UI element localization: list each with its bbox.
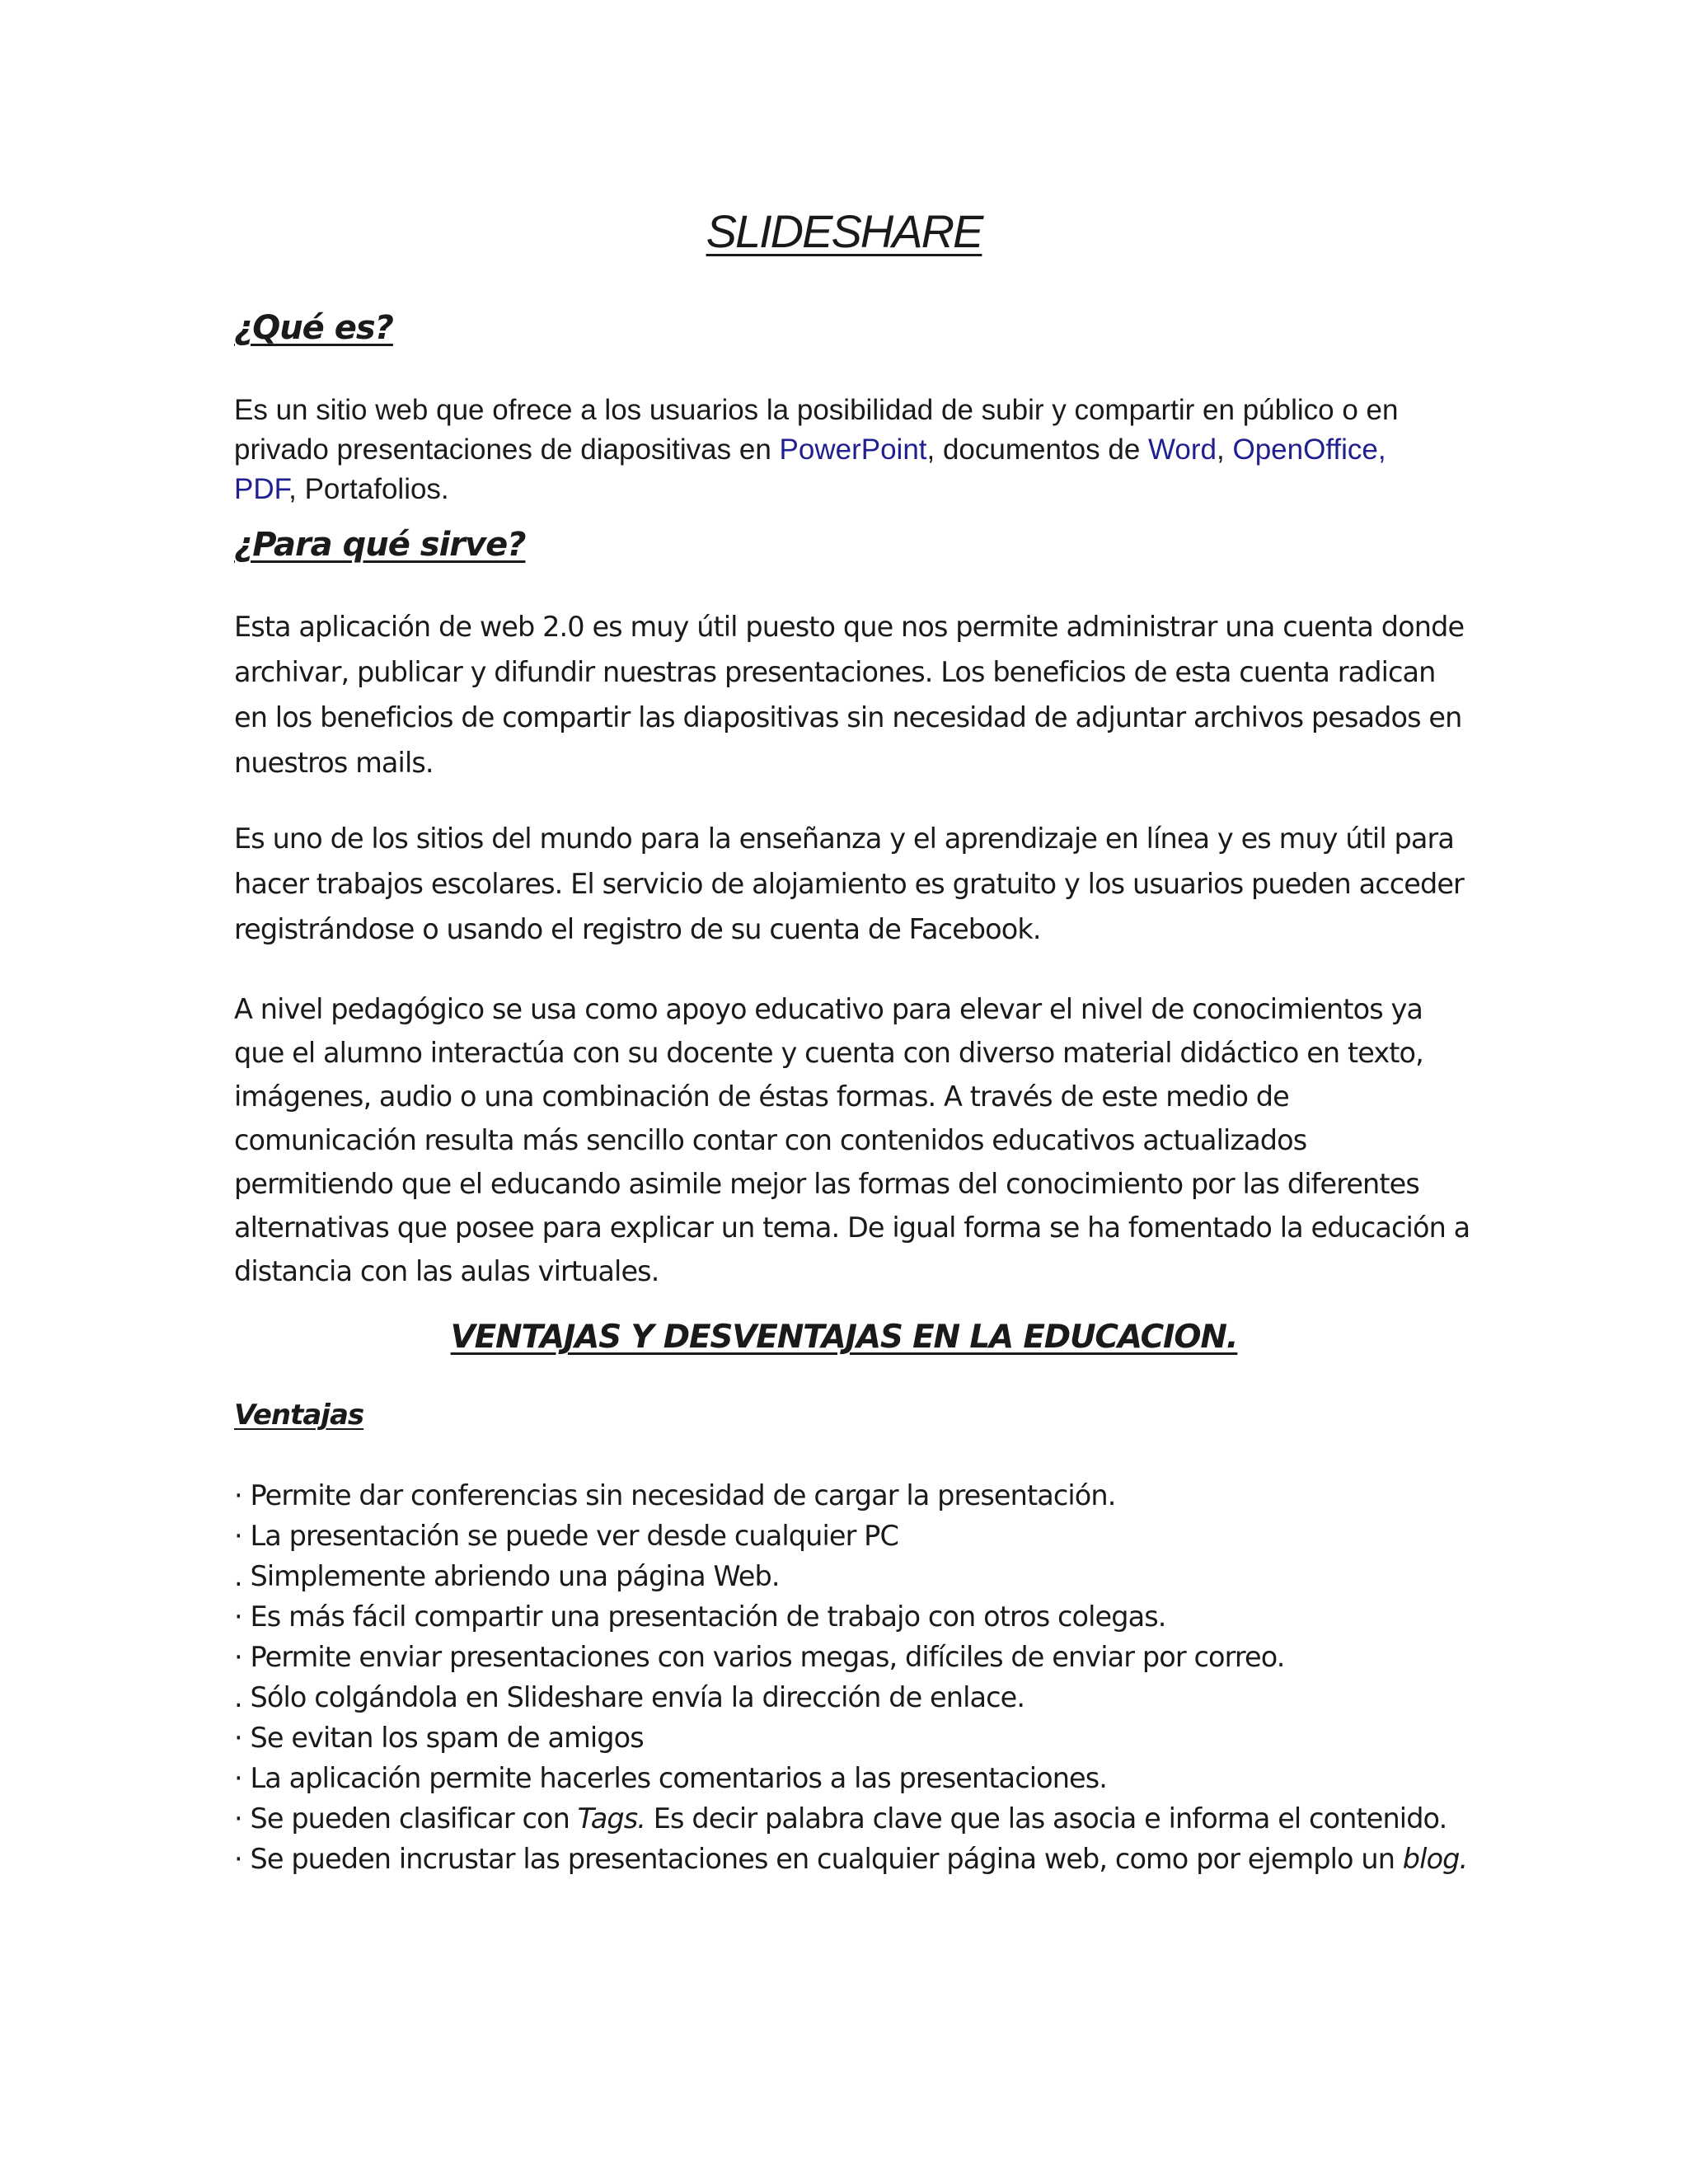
- heading-para-que-sirve: ¿Para qué sirve?: [234, 526, 526, 564]
- document-title: SLIDESHARE: [706, 205, 982, 257]
- list-item: · La aplicación permite hacerles comentarios a las presentaciones.: [234, 1762, 1108, 1794]
- link-word[interactable]: Word: [1148, 434, 1217, 466]
- list-item: [234, 1798, 1470, 1839]
- list-item-text: · Se pueden incrustar las presentaciones en cualquier página web, como por ejemplo un: [234, 1843, 1403, 1875]
- list-item-italic: blog.: [1402, 1843, 1468, 1875]
- list-item-text: Es decir palabra clave que las asocia e informa el contenido.: [645, 1802, 1447, 1835]
- link-powerpoint[interactable]: PowerPoint: [779, 434, 927, 466]
- list-item: · Es más fácil compartir una presentación de trabajo con otros colegas.: [234, 1601, 1166, 1633]
- link-openoffice[interactable]: OpenOffice: [1232, 434, 1378, 466]
- link-pdf[interactable]: PDF: [234, 473, 289, 505]
- list-item: · Permite dar conferencias sin necesidad de cargar la presentación.: [234, 1479, 1116, 1511]
- list-item-italic: Tags.: [577, 1802, 646, 1835]
- paragraph-3: A nivel pedagógico se usa como apoyo educativo para elevar el nivel de conocimientos ya que el alumno interactúa con su docente y cuenta con diverso material didáctico en texto, imágenes, audio o una combinación de éstas formas. A través de este medio de comunicación resulta más sencillo contar con contenidos educativos actualizados permitiendo que el educando asimile mejor las formas del conocimiento por las diferentes alternativas que posee para explicar un tema. De igual forma se ha fomentado la educación a distancia con las aulas virtuales.: [234, 993, 1470, 1287]
- separator: ,: [1377, 434, 1386, 466]
- paragraph-2: Es uno de los sitios del mundo para la enseñanza y el aprendizaje en línea y es muy útil para hacer trabajos escolares. El servicio de alojamiento es gratuito y los usuarios pueden acceder registrándose o usando el registro de su cuenta de Facebook.: [234, 823, 1464, 945]
- list-item: · La presentación se puede ver desde cualquier PC: [234, 1520, 898, 1552]
- paragraph-1: Esta aplicación de web 2.0 es muy útil puesto que nos permite administrar una cuenta donde archivar, publicar y difundir nuestras presentaciones. Los beneficios de esta cuenta radican en los beneficios de compartir las diapositivas sin necesidad de adjuntar archivos pesados en nuestros mails.: [234, 611, 1465, 779]
- list-item-text: · Se pueden clasificar con: [234, 1802, 578, 1835]
- subheading-ventajas: Ventajas: [234, 1399, 364, 1432]
- list-item: [234, 1839, 1470, 1879]
- paragraph-text: Es un sitio web que ofrece a los usuarios la posibilidad de subir y compartir en público o en privado presentaciones de diapositivas en: [234, 394, 1399, 466]
- list-item: . Simplemente abriendo una página Web.: [234, 1560, 780, 1592]
- section-title: VENTAJAS Y DESVENTAJAS EN LA EDUCACION.: [450, 1319, 1238, 1356]
- list-item: · Se evitan los spam de amigos: [234, 1722, 644, 1754]
- ventajas-list: [234, 1475, 1470, 1879]
- separator: ,: [1217, 434, 1233, 466]
- list-item: · Permite enviar presentaciones con varios megas, difíciles de enviar por correo.: [234, 1641, 1285, 1673]
- paragraph-text: , documentos de: [926, 434, 1149, 466]
- heading-que-es: ¿Qué es?: [234, 309, 393, 347]
- list-item: . Sólo colgándola en Slideshare envía la dirección de enlace.: [234, 1681, 1025, 1713]
- paragraph-que-es: [234, 391, 1454, 509]
- paragraph-text: , Portafolios.: [288, 473, 449, 505]
